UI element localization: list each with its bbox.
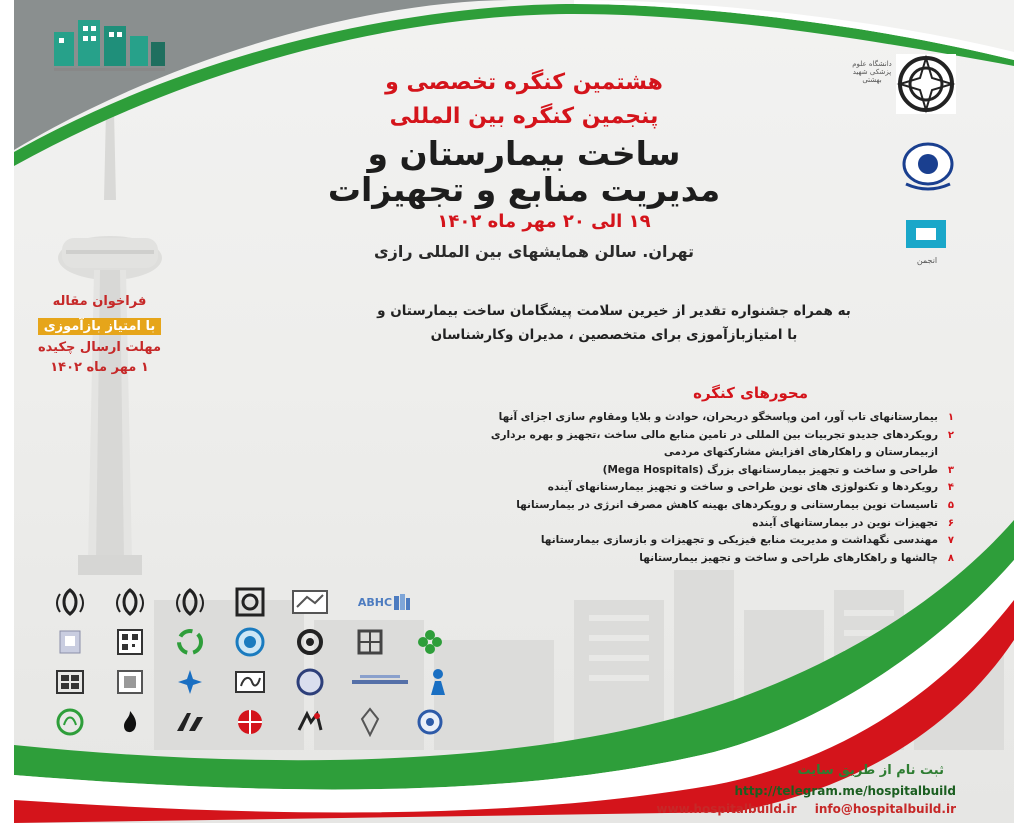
green-swirl-icon bbox=[168, 626, 212, 658]
abhc-building-icon bbox=[392, 592, 412, 612]
green-flower-icon bbox=[408, 626, 452, 658]
title-line-3: ساخت بیمارستان و bbox=[367, 134, 681, 173]
dark-seal-icon bbox=[288, 626, 332, 658]
axis-item: ۲ رویکردهای جدیدو تجربیات بین المللی در تامین منابع مالی ساخت ،تجهیز و بهره برداری bbox=[354, 427, 954, 445]
abhc-logo bbox=[350, 586, 420, 618]
title-line-1: هشتمین کنگره تخصصی و bbox=[385, 70, 663, 95]
medal-logo-icon bbox=[408, 706, 452, 738]
building-outline-icon bbox=[288, 586, 332, 618]
lamp-logo-icon bbox=[348, 706, 392, 738]
event-venue: تهران. سالن همایشهای بین المللی رازی bbox=[373, 242, 695, 261]
email-link[interactable]: info@hospitalbuild.ir bbox=[814, 802, 956, 816]
association-logo-caption: انجمن bbox=[916, 256, 938, 265]
iran-emblem-icon bbox=[48, 586, 92, 618]
telegram-link[interactable]: http://telegram.me/hospitalbuild bbox=[734, 784, 956, 798]
axis-bullet: ۲ bbox=[947, 429, 954, 441]
axis-bullet: ۳ bbox=[947, 464, 954, 476]
deadline-date: ۱ مهر ماه ۱۴۰۲ bbox=[50, 360, 149, 375]
axis-item: ۴ رویکردها و تکنولوژی های نوین طراحی و ساخت و تجهیز بیمارستانهای آینده bbox=[354, 479, 954, 497]
footer-contacts bbox=[642, 802, 956, 816]
arrow-logo-icon bbox=[168, 706, 212, 738]
axis-item: ۳ طراحی و ساخت و تجهیز بیمارستانهای بزرگ (Mega Hospitals) bbox=[354, 462, 954, 480]
title-line-2: پنجمین کنگره بین المللی bbox=[389, 104, 659, 129]
axes-title: محورهای کنگره bbox=[693, 384, 808, 402]
iran-emblem-icon bbox=[168, 586, 212, 618]
seal-pattern-icon bbox=[228, 586, 272, 618]
website-link[interactable]: www.hospitalbuild.ir bbox=[656, 802, 797, 816]
badge-text: با امتیاز بازآموزی bbox=[38, 318, 162, 335]
register-label: ثبت نام از طریق سایت bbox=[797, 763, 944, 778]
window-logo-icon bbox=[48, 666, 92, 698]
intro-line-2: با امتیازبازآموزی برای متخصصین ، مدیران وکارشناسان bbox=[430, 327, 798, 343]
axis-bullet: ۷ bbox=[947, 535, 954, 547]
text-logo-icon bbox=[348, 666, 412, 698]
axis-item: ۱ بیمارستانهای تاب آور، امن وپاسخگو دربحران، حوادث و بلایا ومقاوم سازی اجزای آنها bbox=[354, 409, 954, 427]
axis-bullet: ۶ bbox=[947, 517, 954, 529]
deadline-label: مهلت ارسال چکیده bbox=[37, 340, 162, 355]
red-black-logo-icon bbox=[288, 706, 332, 738]
axis-item: ۶ تجهیزات نوین در بیمارستانهای آینده bbox=[354, 515, 954, 533]
axis-item: ازبیمارستان و راهکارهای افزایش مشارکتهای مردمی bbox=[663, 446, 938, 459]
building-logo-icon bbox=[50, 12, 170, 74]
red-globe-icon bbox=[228, 706, 272, 738]
circle-logo-icon bbox=[48, 706, 92, 738]
blue-globe-icon bbox=[228, 626, 272, 658]
axis-bullet: ۴ bbox=[947, 482, 954, 494]
qr-logo-icon bbox=[108, 626, 152, 658]
call-for-papers-badge bbox=[22, 318, 177, 335]
grid-seal-icon bbox=[348, 626, 392, 658]
title-line-4: مدیریت منابع و تجهیزات bbox=[327, 170, 721, 209]
axes-list bbox=[354, 409, 954, 567]
blue-figure-icon bbox=[416, 666, 460, 698]
call-for-papers-label: فراخوان مقاله bbox=[52, 294, 147, 309]
outline-logo-icon bbox=[228, 666, 272, 698]
ministry-logo-icon bbox=[48, 626, 92, 658]
conference-poster bbox=[14, 0, 1014, 823]
star-of-life-icon bbox=[168, 666, 212, 698]
intro-line-1: به همراه جشنواره تقدیر از خیرین سلامت پیشگامان ساخت بیمارستان و bbox=[377, 303, 851, 319]
axis-bullet: ۵ bbox=[947, 499, 954, 511]
axis-item: ۸ چالشها و راهکارهای طراحی و ساخت و تجهیز بیمارستانها bbox=[354, 550, 954, 568]
axis-bullet: ۸ bbox=[947, 552, 954, 564]
axis-bullet: ۱ bbox=[947, 412, 954, 423]
abhc-text: ABHC bbox=[357, 595, 393, 609]
medical-emblem-icon bbox=[898, 140, 958, 192]
university-seal-icon bbox=[894, 52, 958, 116]
flame-logo-icon bbox=[108, 706, 152, 738]
iran-emblem-icon bbox=[108, 586, 152, 618]
university-seal-caption: دانشگاه علوم پزشکی شهید بهشتی bbox=[852, 60, 892, 84]
square-logo-icon bbox=[108, 666, 152, 698]
axis-item: ۷ مهندسی نگهداشت و مدیریت منابع فیزیکی و تجهیزات و بازسازی بیمارستانها bbox=[354, 532, 954, 550]
association-logo-icon bbox=[902, 216, 950, 256]
axis-item: ۵ تاسیسات نوین بیمارستانی و رویکردهای بهینه کاهش مصرف انرژی در بیمارستانها bbox=[354, 497, 954, 515]
navy-seal-icon bbox=[288, 666, 332, 698]
event-date: ۱۹ الی ۲۰ مهر ماه ۱۴۰۲ bbox=[437, 211, 651, 232]
